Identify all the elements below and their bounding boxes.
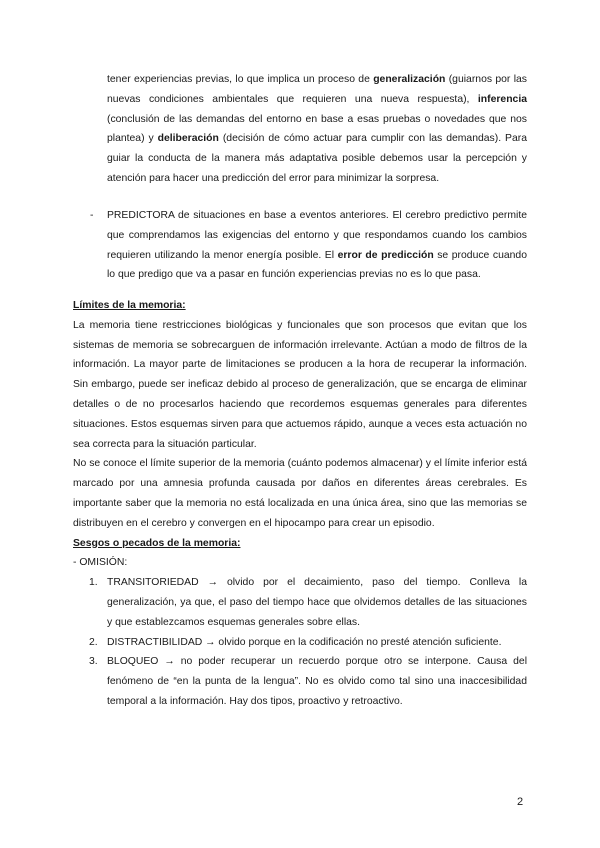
text-run: (decisión de cómo actuar para cumplir con las demandas). Para guiar la conducta de la manera más adaptativa posible debemos usar la percepción y atención para hacer una predicción del error para minimizar la sorpresa. (107, 133, 527, 184)
omission-label: - OMISIÓN: (73, 557, 128, 569)
bold-term-generalizacion: generalización (373, 74, 446, 85)
text-run: (conclusión de las demandas del entorno en base a esas pruebas o novedades que nos plantea) y (107, 113, 527, 145)
right-arrow-icon: → (205, 636, 216, 648)
bullet-dash: - (90, 210, 94, 221)
limits-paragraph-1: La memoria tiene restricciones biológicas y funcionales que son procesos que evitan que los sistemas de memoria se sobrecarguen de información irrelevante. Actúan a modo de filtros de la información. La mayor parte de limitaciones se producen a la hora de recuperar la información. Sin embargo, puede ser ineficaz debido al proceso de generalización, que se encarga de eliminar detalles o de no procesarlos haciendo que recordemos esquemas generales para diferentes situaciones. Estos esquemas sirven para que actuemos rápido, aunque a veces esta actuación no sea correcta para la situación particular. (73, 319, 527, 450)
right-arrow-icon: → (164, 656, 175, 668)
biases-list (73, 573, 527, 712)
list-item (73, 633, 527, 653)
list-number: 2. (89, 636, 98, 648)
predictora-bullet (107, 206, 527, 285)
bold-term-deliberacion: deliberación (157, 133, 219, 145)
main-body (73, 296, 527, 712)
list-item (73, 652, 527, 711)
bias-description: olvido porque en la codificación no presté atención suficiente. (215, 636, 502, 648)
biases-heading: Sesgos o pecados de la memoria: (73, 537, 241, 549)
bias-description: no poder recuperar un recuerdo porque otro se interpone. Causa del fenómeno de “en la punta de la lengua”. No es olvido como tal sino una inaccesibilidad temporal a la información. Hay dos tipos, proactivo y retroactivo. (107, 656, 527, 707)
bold-term-inferencia: inferencia (477, 93, 527, 105)
bold-term-error-prediccion: error de predicción (337, 249, 434, 261)
limits-paragraph-2: No se conoce el límite superior de la memoria (cuánto podemos almacenar) y el límite inferior está marcado por una amnesia profunda causada por daños en diferentes áreas cerebrales. Es importante saber que la memoria no está localizada en una única área, sino que las memorias se distribuyen en el cerebro y convergen en el hipocampo para crear un episodio. (73, 458, 527, 529)
list-number: 1. (89, 577, 98, 589)
list-item (73, 573, 527, 632)
text-run: tener experiencias previas, lo que implica un proceso de (107, 74, 374, 85)
continuation-paragraph (107, 70, 527, 189)
bias-term: BLOQUEO (107, 656, 159, 668)
bias-term: TRANSITORIEDAD (107, 577, 199, 589)
text-run: PREDICTORA de situaciones en base a eventos anteriores. El cerebro predictivo permite que comprendamos las exigencias del entorno y que respondamos cuando los cambios requieren utilizando la menor energía posible. El (107, 210, 527, 261)
bias-description: olvido por el decaimiento, paso del tiempo. Conlleva la generalización, ya que, el paso del tiempo hace que olvidemos detalles de las situaciones y que establezcamos esquemas generales sobre ellas. (107, 577, 527, 628)
text-run: se produce cuando lo que predigo que va a pasar en función experiencias previas no es lo que pasa. (107, 249, 527, 281)
right-arrow-icon: → (207, 577, 218, 589)
limits-heading: Límites de la memoria: (73, 300, 186, 311)
bias-term: DISTRACTIBILIDAD (107, 636, 203, 648)
list-number: 3. (89, 656, 98, 668)
page-number: 2 (517, 796, 524, 808)
text-run: (guiarnos por las nuevas condiciones ambientales que requieren una nueva respuesta), (107, 74, 527, 105)
